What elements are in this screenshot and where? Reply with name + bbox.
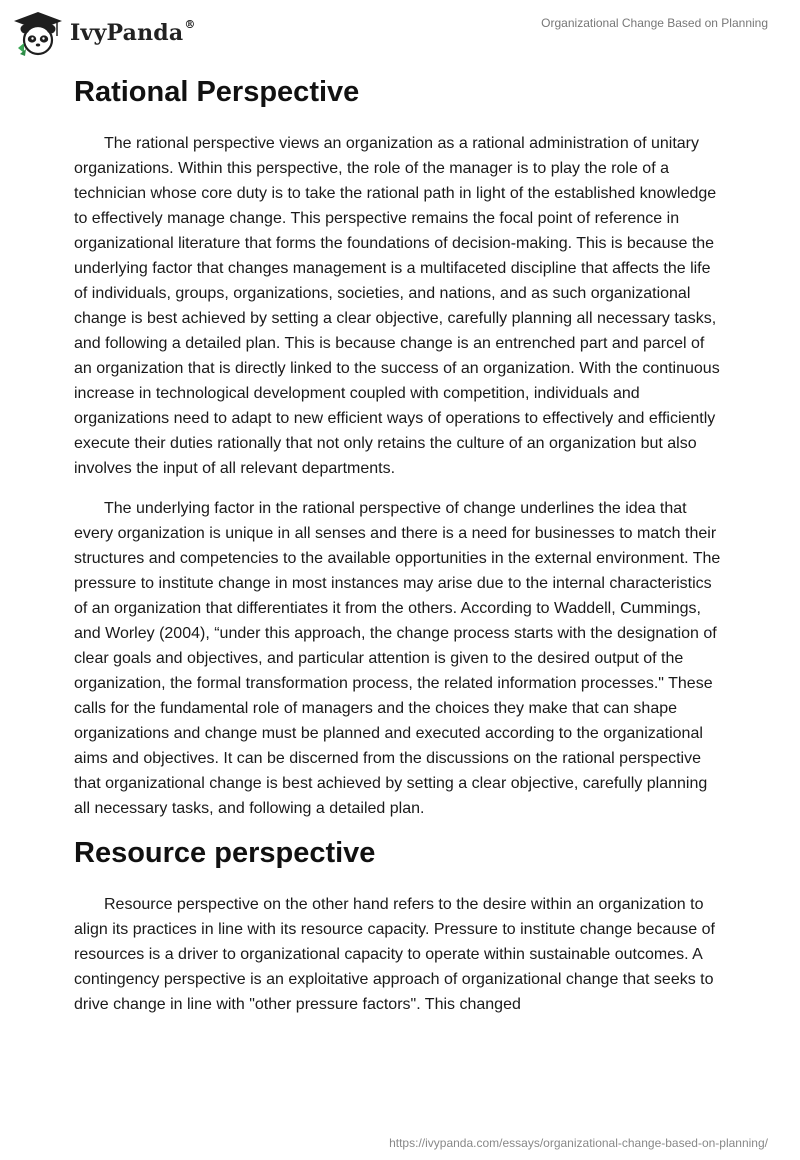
panda-graduate-icon bbox=[12, 10, 64, 56]
paragraph: The rational perspective views an organization as a rational administration of unitary organizations. Within this perspective, the role of the manager is to play the role of a technician whose core duty is to take the rational path in light of the established knowledge to effectively manage change. This perspective remains the focal point of reference in organizational literature that forms the foundations of decision-making. This is because the underlying factor that changes management is a multifaceted discipline that affects the life of individuals, groups, organizations, societies, and nations, and as such organizational change is best achieved by setting a clear objective, carefully planning all necessary tasks, and following a detailed plan. This is because change is an entrenched part and parcel of an organization that is directly linked to the success of an organization. With the continuous increase in technological development coupled with competition, individuals and organizations need to adapt to new efficient ways of operations to effectively and efficiently execute their duties rationally that not only retains the culture of an organization but also involves the input of all relevant departments. bbox=[74, 135, 720, 477]
brand-logo[interactable] bbox=[12, 10, 196, 56]
page-header bbox=[0, 0, 800, 66]
source-url[interactable]: https://ivypanda.com/essays/organizational-change-based-on-planning/ bbox=[389, 1136, 768, 1150]
section-heading-rational: Rational Perspective bbox=[74, 76, 360, 108]
document-title: Organizational Change Based on Planning bbox=[541, 16, 768, 30]
brand-name: IvyPanda® bbox=[70, 18, 196, 46]
paragraph: Resource perspective on the other hand refers to the desire within an organization to align its practices in line with its resource capacity. Pressure to institute change because of resources is a driver to organizational capacity to operate within sustainable outcomes. A contingency perspective is an exploitative approach of organizational change that seeks to drive change in line with "other pressure factors". This changed bbox=[74, 896, 715, 1013]
essay-content bbox=[74, 66, 726, 1032]
paragraph: The underlying factor in the rational perspective of change underlines the idea that every organization is unique in all senses and there is a need for businesses to match their structures and competencies to the available opportunities in the external environment. The pressure to institute change in most instances may arise due to the internal characteristics of an organization that differentiates it from the others. According to Waddell, Cummings, and Worley (2004), “under this approach, the change process starts with the designation of clear goals and objectives, and particular attention is given to the desired output of the organization, the formal transformation process, the related information processes." These calls for the fundamental role of managers and the choices they make that can shape organizations and change must be planned and executed according to the organizational aims and objectives. It can be discerned from the discussions on the rational perspective that organizational change is best achieved by setting a clear objective, carefully planning all necessary tasks, and following a detailed plan. bbox=[74, 500, 721, 817]
section-heading-resource: Resource perspective bbox=[74, 837, 376, 869]
